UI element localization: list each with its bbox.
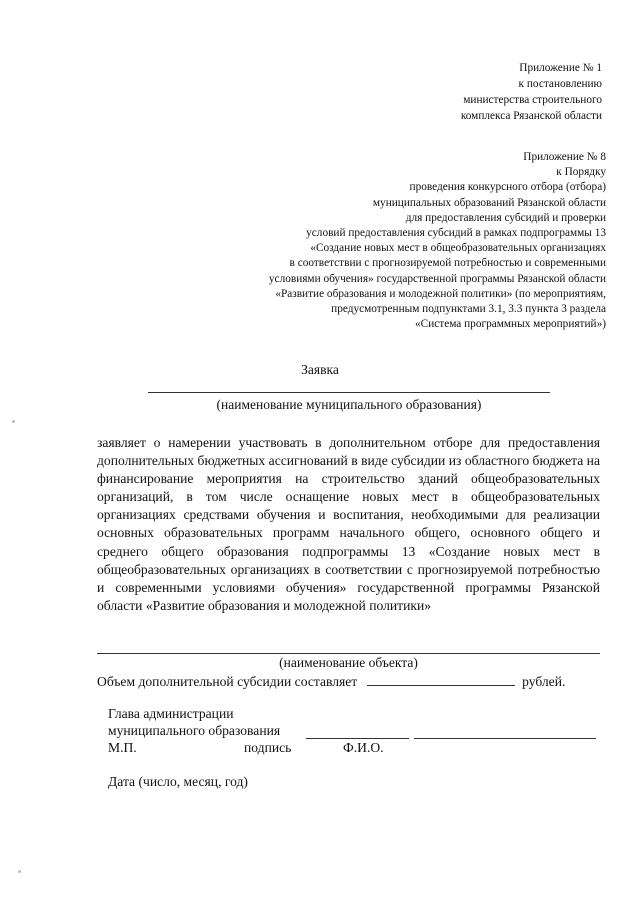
- signature-caption: подпись: [244, 740, 292, 755]
- annex-8-line: «Развитие образования и молодежной политики» (по мероприятиям,: [275, 287, 606, 300]
- municipality-label: муниципального образования: [108, 723, 281, 738]
- signature-line: [306, 738, 409, 739]
- annex-8-line: к Порядку: [556, 166, 606, 179]
- annex-1-block: [461, 60, 602, 124]
- page-title: Заявка: [301, 362, 339, 377]
- municipality-caption: (наименование муниципального образования): [216, 397, 482, 412]
- annex-8-block: [269, 150, 606, 332]
- annex-8-line: «Создание новых мест в общеобразовательных организациях: [310, 242, 606, 255]
- annex-8-line: для предоставления субсидий и проверки: [405, 211, 606, 224]
- fio-caption: Ф.И.О.: [343, 740, 384, 755]
- scan-speck: [12, 420, 15, 423]
- subsidy-amount-blank: [367, 673, 515, 686]
- annex-8-line: условий предоставления субсидий в рамках подпрограммы 13: [306, 227, 606, 240]
- fio-line: [414, 738, 596, 739]
- subsidy-row: [97, 673, 565, 690]
- application-body: заявляет о намерении участвовать в дополнительном отборе для предоставления дополнительных бюджетных ассигнований в виде субсидии из областного бюджета на финансирование мероприятия на строительство зданий общеобразовательных организаций, в том числе оснащение новых мест в общеобразовательных организациях средствами обучения и воспитания, необходимыми для реализации основных образовательных программ начального общего, основного общего и среднего общего образования подпрограммы 13 «Создание новых мест в общеобразовательных организациях в соответствии с прогнозируемой потребностью и современными условиями обучения» государственной программы Рязанской области «Развитие образования и молодежной политики»: [97, 435, 600, 613]
- subsidy-unit: рублей.: [522, 674, 566, 689]
- date-label: Дата (число, месяц, год): [108, 774, 248, 789]
- subsidy-label: Объем дополнительной субсидии составляет: [97, 674, 358, 689]
- annex-1-line: Приложение № 1: [519, 62, 602, 74]
- annex-1-line: министерства строительного: [463, 94, 602, 106]
- annex-8-line: предусмотренным подпунктами 3.1, 3.3 пункта 3 раздела: [331, 303, 606, 316]
- annex-8-line: в соответствии с прогнозируемой потребностью и современными: [289, 257, 606, 270]
- municipality-name-line: [148, 392, 550, 393]
- annex-1-line: к постановлению: [518, 78, 602, 90]
- object-caption: (наименование объекта): [279, 655, 418, 670]
- scan-speck: [18, 870, 21, 873]
- annex-8-line: муниципальных образований Рязанской области: [372, 196, 606, 209]
- annex-8-line: Приложение № 8: [523, 151, 606, 163]
- object-name-line: [97, 653, 600, 654]
- annex-1-line: комплекса Рязанской области: [460, 110, 602, 122]
- annex-8-line: «Система программных мероприятий»): [415, 318, 606, 331]
- annex-8-line: проведения конкурсного отбора (отбора): [409, 181, 606, 194]
- stamp-label: М.П.: [108, 740, 137, 755]
- head-admin-label: Глава администрации: [108, 706, 234, 721]
- annex-8-line: условиями обучения» государственной программы Рязанской области: [268, 272, 606, 285]
